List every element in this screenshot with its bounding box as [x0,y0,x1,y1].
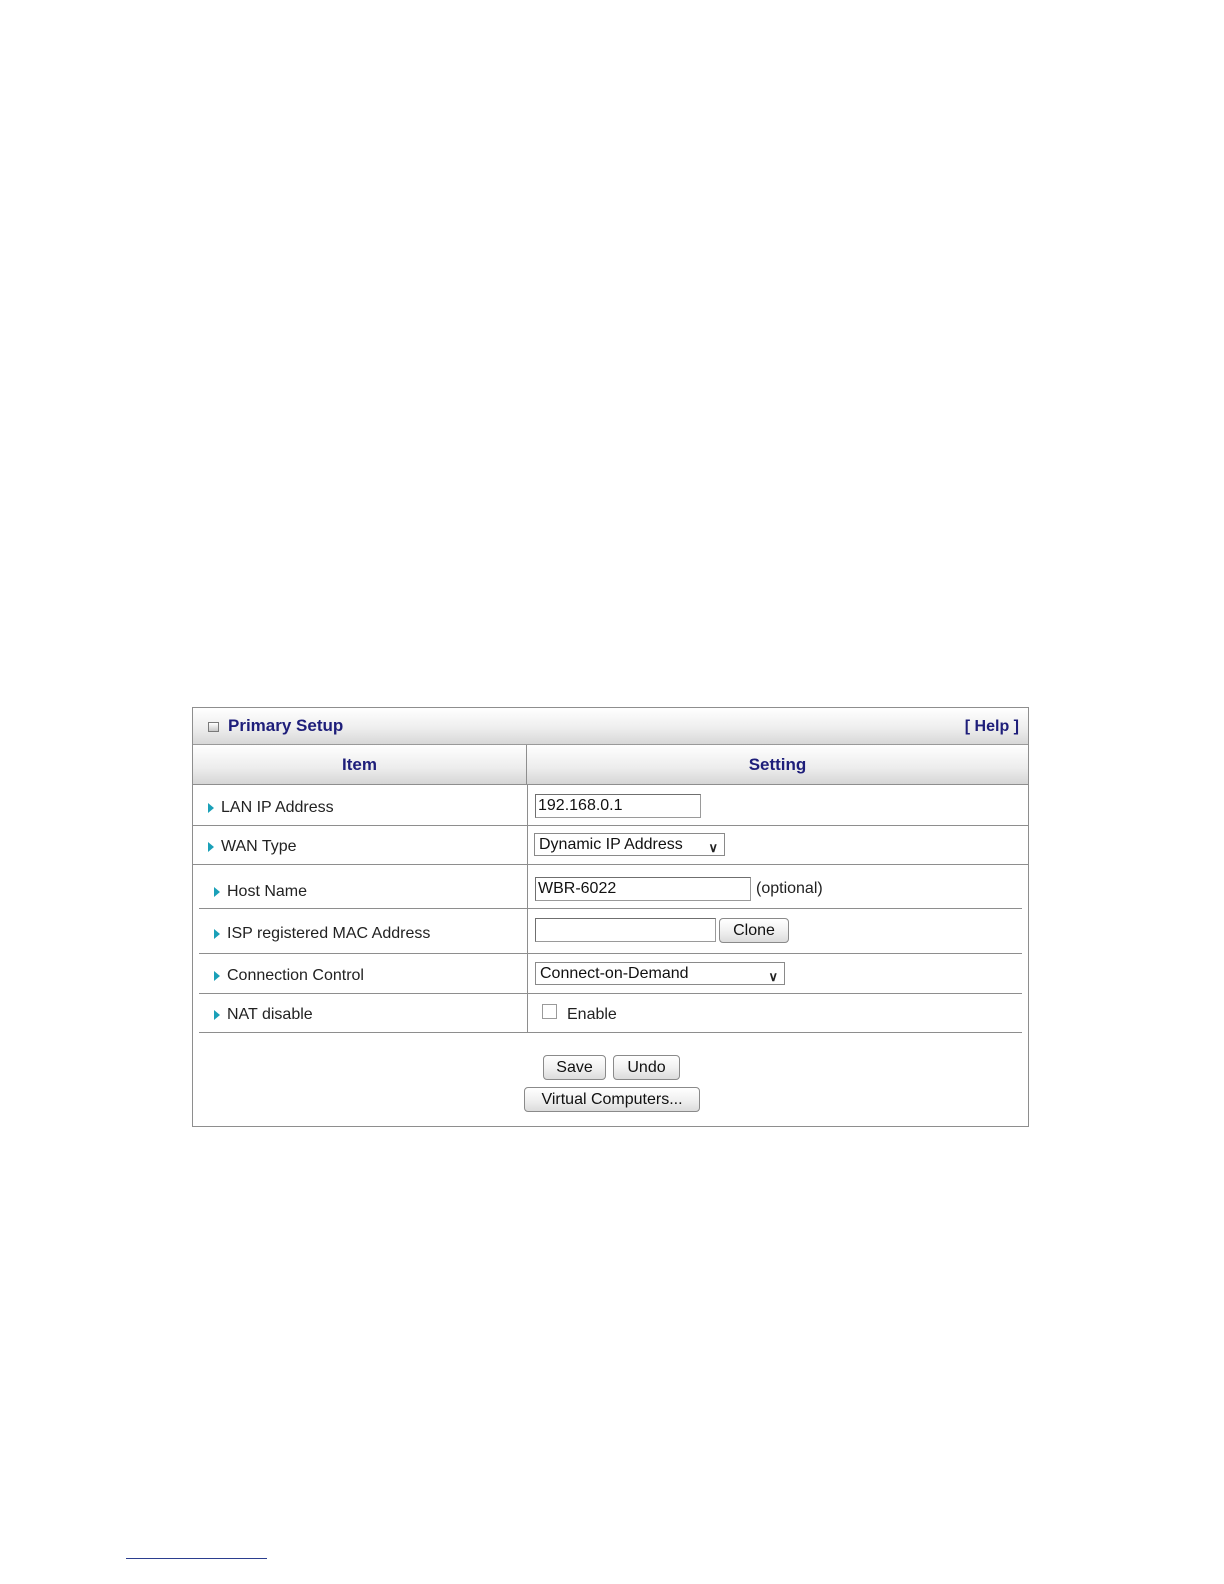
connection-control-label: Connection Control [227,967,364,984]
undo-button[interactable]: Undo [613,1055,680,1080]
connection-control-selected-value: Connect-on-Demand [540,965,689,982]
row-arrow-icon [214,1010,220,1020]
row-arrow-icon [214,971,220,981]
wan-type-selected-value: Dynamic IP Address [539,836,683,853]
wan-type-label: WAN Type [221,838,297,855]
row-divider [199,993,1022,994]
row-arrow-icon [214,887,220,897]
help-link[interactable]: [ Help ] [964,718,1019,735]
nat-enable-label: Enable [567,1006,617,1023]
mac-address-label: ISP registered MAC Address [227,925,431,942]
chevron-down-icon: ∨ [708,840,718,855]
window-icon [208,722,219,732]
primary-setup-panel [192,707,1029,1127]
row-divider [199,1032,1022,1033]
lan-ip-label: LAN IP Address [221,799,334,816]
chevron-down-icon: ∨ [768,969,778,984]
nat-disable-label: NAT disable [227,1006,313,1023]
host-name-label: Host Name [227,883,308,900]
row-arrow-icon [208,803,214,813]
mac-address-input[interactable] [535,918,716,942]
footnote-divider [126,1558,267,1559]
connection-control-select[interactable] [535,962,785,985]
row-divider [193,864,1028,865]
row-divider [193,825,1028,826]
wan-type-select[interactable] [534,833,725,856]
row-arrow-icon [208,842,214,852]
row-divider [199,908,1022,909]
panel-title: Primary Setup [228,716,344,735]
host-name-optional-hint: (optional) [756,880,823,897]
save-button[interactable]: Save [543,1055,606,1080]
column-header-setting: Setting [527,745,1028,785]
column-header-item: Item [193,745,527,785]
virtual-computers-button[interactable]: Virtual Computers... [524,1087,700,1112]
row-divider [199,953,1022,954]
row-arrow-icon [214,929,220,939]
nat-enable-checkbox[interactable] [542,1004,557,1019]
panel-title-bar [193,708,1028,745]
lan-ip-input[interactable]: 192.168.0.1 [535,794,701,818]
host-name-input[interactable]: WBR-6022 [535,877,751,901]
clone-button[interactable]: Clone [719,918,789,943]
